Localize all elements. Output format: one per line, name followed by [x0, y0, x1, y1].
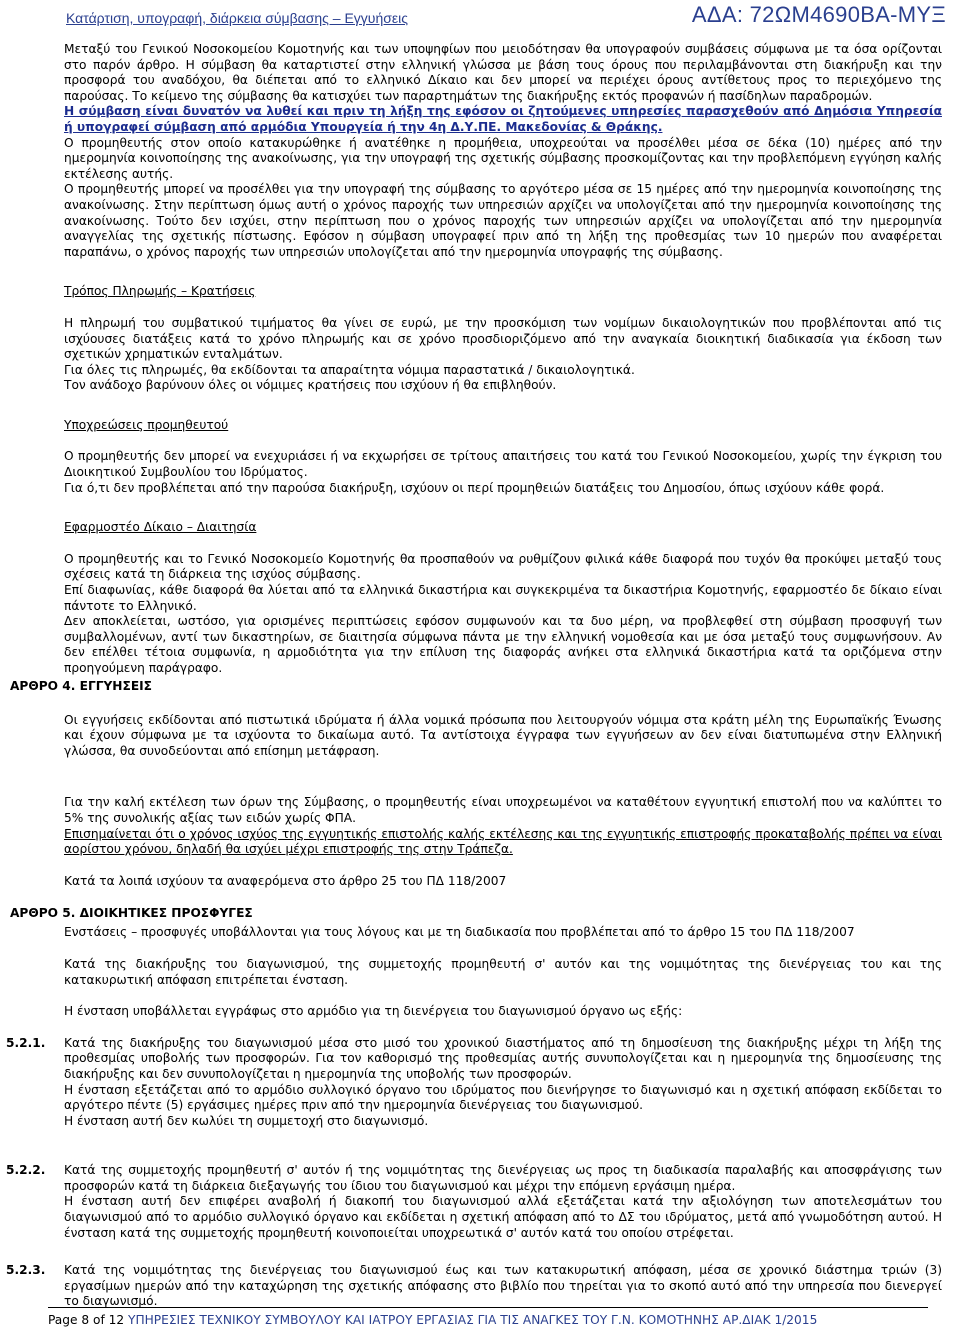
paragraph: Κατά τα λοιπά ισχύουν τα αναφερόμενα στο άρθρο 25 του ΠΔ 118/2007 [64, 873, 507, 888]
paragraph: Επισημαίνεται ότι ο χρόνος ισχύος της εγγυητικής επιστολής καλής εκτέλεσης και της εγγυητικής επιστροφής προκαταβολής πρέπει να είναι αορίστου χρόνου, δηλαδή θα ισχύει μέχρι επιστροφής της στην Τράπεζα. [64, 826, 942, 857]
paragraph: Κατά της συμμετοχής προμηθευτή σ' αυτόν ή της νομιμότητας της διενέργειας ως προς τη διαδικασία παραλαβής και αποσφράγισης των προσφορών κατά τη διάρκεια διεξαγωγής του ίδιου του διαγωνισμού και μέχρι την επόμενη εργάσιμη ημέρα. [64, 1163, 942, 1193]
page-number: Page 8 of 12 [48, 1313, 125, 1327]
paragraph: Οι εγγυήσεις εκδίδονται από πιστωτικά ιδρύματα ή άλλα νομικά πρόσωπα που λειτουργούν νόμιμα στα κράτη μέλη της Ευρωπαϊκής Ένωσης και έχουν σύμφωνα με τα ισχύοντα το δικαίωμα αυτό. Τα αντίστοιχα έγγραφα των εγγυήσεων αν δεν είναι διατυπωμένα στην Ελληνική γλώσσα, θα συνοδεύονται από επίσημη μετάφραση. [64, 712, 942, 758]
paragraph: Ο προμηθευτής και το Γενικό Νοσοκομείο Κομοτηνής θα προσπαθούν να ρυθμίζουν φιλικά κάθε διαφορά που τυχόν θα προκύψει μεταξύ τους σχέσεις κατά τη διάρκεια της ισχύος σύμβασης. [64, 551, 942, 582]
section-heading-obligations: Υποχρεώσεις προμηθευτού [64, 417, 229, 432]
paragraph: Τον ανάδοχο βαρύνουν όλες οι νόμιμες κρατήσεις που ισχύουν ή θα επιβληθούν. [64, 378, 557, 393]
paragraph: Κατά της διακήρυξης του διαγωνισμού μέσα στο μισό του χρονικού διαστήματος από τη δημοσίευση της διακήρυξης μέχρι τη λήξη της προθεσμίας υποβολής των προσφορών. Για τον καθορισμό της προθεσμίας αυτής συνυπολογίζεται και η ημερομηνία της δημοσίευσης της διακήρυξης και δεν συνυπολογίζεται η ημερομηνία της υποβολής των προσφορών. [64, 1035, 942, 1081]
subsection-number: 5.2.1. [6, 1035, 46, 1050]
subsection-5-2-3 [6, 1263, 942, 1310]
paragraph: Ο προμηθευτής δεν μπορεί να ενεχυριάσει ή να εκχωρήσει σε τρίτους απαιτήσεις του κατά του Γενικού Νοσοκομείου, χωρίς την έγκριση του Διοικητικού Συμβουλίου του Ιδρύματος. [64, 449, 942, 480]
paragraph: Ενστάσεις – προσφυγές υποβάλλονται για τους λόγους και με τη διαδικασία που προβλέπεται από το άρθρο 15 του ΠΔ 118/2007 [64, 925, 855, 940]
paragraph-highlight: Η σύμβαση είναι δυνατόν να λυθεί και πριν τη λήξη της εφόσον οι ζητούμενες υπηρεσίες παρασχεθούν από Δημόσια Υπηρεσία ή υπογραφεί σύμβαση από αρμόδια Υπουργεία ή την 4η Δ.Υ.ΠΕ. Μακεδονίας & Θράκης. [64, 104, 942, 134]
paragraph: Κατά της διακήρυξης του διαγωνισμού, της συμμετοχής προμηθευτή σ' αυτόν και της νομιμότητας της διενέργειας του και της κατακυρωτική απόφαση επιτρέπεται ένσταση. [64, 956, 942, 987]
subsection-5-2-1 [6, 1035, 942, 1130]
header-section-title: Κατάρτιση, υπογραφή, διάρκεια σύμβασης – Εγγυήσεις [66, 10, 408, 26]
subsection-number: 5.2.2. [6, 1163, 46, 1178]
footer-divider [48, 1307, 928, 1308]
paragraph: Κατά της νομιμότητας της διενέργειας του διαγωνισμού έως και των κατακυρωτική απόφαση, μέσα σε χρονικό διάστημα τριών (3) εργασίμων ημερών από την καταχώρηση της σχετικής απόφασης στο βιβλίο που τηρείται για το σκοπό αυτό από την υπηρεσία που διενεργεί το διαγωνισμό. [64, 1263, 942, 1309]
paragraph: Για ό,τι δεν προβλέπεται από την παρούσα διακήρυξη, ισχύουν οι περί προμηθειών διατάξεις του Δημοσίου, όπως ισχύουν κάθε φορά. [64, 480, 885, 495]
page-header [0, 0, 960, 34]
article-heading-5: ΑΡΘΡΟ 5. ΔΙΟΙΚΗΤΙΚΕΣ ΠΡΟΣΦΥΓΕΣ [10, 906, 253, 920]
section-heading-payment: Τρόπος Πληρωμής – Κρατήσεις [64, 284, 256, 299]
footer-document-title: ΥΠΗΡΕΣΙΕΣ ΤΕΧΝΙΚΟΥ ΣΥΜΒΟΥΛΟΥ ΚΑΙ ΙΑΤΡΟΥ ΕΡΓΑΣΙΑΣ ΓΙΑ ΤΙΣ ΑΝΑΓΚΕΣ ΤΟΥ Γ.Ν. ΚΟΜΟΤΗΝΗΣ ΑΡ.ΔΙΑΚ 1/2015 [128, 1313, 818, 1327]
paragraph: Ο προμηθευτής μπορεί να προσέλθει για την υπογραφή της σύμβασης το αργότερο μέσα σε 15 ημέρες από την ημερομηνία κοινοποίησης της ανακοίνωσης. Στην περίπτωση όμως αυτή ο χρόνος παροχής των υπηρεσιών αρχίζει να υπολογίζεται από την ημερομηνία κοινοποίησης της ανακοίνωσης. Τούτο δεν ισχύει, στην περίπτωση που ο χρόνος παροχής των υπηρεσιών αρχίζει να υπολογίζεται από την ημερομηνία αναγγελίας της σχετικής πίστωσης. Εφόσον η σύμβαση υπογραφεί πριν από τη λήξη της προθεσμίας των 10 ημερών που αναφέρεται παραπάνω, ο χρόνος παροχής των υπηρεσιών υπολογίζεται από την ημερομηνία υπογραφής της σύμβασης. [64, 182, 942, 259]
paragraph: Η ένσταση αυτή δεν επιφέρει αναβολή ή διακοπή του διαγωνισμού αλλά εξετάζεται κατά την αξιολόγηση των αποτελεσμάτων του διαγωνισμού από το αρμόδιο συλλογικό όργανο και εκδίδεται η σχετική απόφαση από το ΔΣ του ιδρύματος, μετά από γνωμοδότηση αυτού. Η ένσταση κατά της συμμετοχής προμηθευτή κοινοποιείται υποχρεωτικά σ' αυτόν κατά του οποίου στρέφεται. [64, 1194, 942, 1240]
paragraph: Για όλες τις πληρωμές, θα εκδίδονται τα απαραίτητα νόμιμα παραστατικά / δικαιολογητικά. [64, 362, 635, 377]
paragraph: Η ένσταση εξετάζεται από το αρμόδιο συλλογικό όργανο του ιδρύματος που διενήργησε το διαγωνισμό και η σχετική απόφαση εκδίδεται το αργότερο πέντε (5) εργάσιμες ημέρες πριν από την ημερομηνία διενέργειας του διαγωνισμού. [64, 1082, 942, 1113]
paragraph: Η ένσταση αυτή δεν κωλύει τη συμμετοχή στο διαγωνισμό. [64, 1113, 429, 1128]
document-body [6, 42, 942, 1310]
article-heading-4: ΑΡΘΡΟ 4. ΕΓΓΥΗΣΕΙΣ [10, 679, 153, 693]
header-ada-code: ΑΔΑ: 72ΩΜ4690ΒΑ-ΜΥΞ [691, 2, 946, 27]
subsection-5-2-2 [6, 1163, 942, 1241]
paragraph: Δεν αποκλείεται, ωστόσο, για ορισμένες περιπτώσεις εφόσον συμφωνούν και τα δυο μέρη, να προβλεφθεί στη σύμβαση προσφυγή των συμβαλλομένων, αντί των δικαστηρίων, σε διαιτησία σύμφωνα πάντα με την ελληνική νομοθεσία και με όσα μεταξύ τους συμφωνήσουν. Αν δεν επέλθει τέτοια συμφωνία, η αρμοδιότητα για την επίλυση της διαφοράς ανήκει στα ελληνικά δικαστήρια κατά τα οριζόμενα στην προηγούμενη παράγραφο. [64, 614, 942, 675]
paragraph: Μεταξύ του Γενικού Νοσοκομείου Κομοτηνής και των υποψηφίων που μειοδότησαν θα υπογραφούν συμβάσεις σύμφωνα με τα όσα ορίζονται στο παρόν άρθρο. Η σύμβαση θα καταρτιστεί στην ελληνική γλώσσα με βάση τους όρους που περιλαμβάνονται στη διακήρυξη και την προσφορά του αναδόχου, θα διέπεται από το ελληνικό Δίκαιο και δεν μπορεί να περιέχει όρους αντίθετους προς το περιεχόμενο της παρούσας. Το κείμενο της σύμβασης θα κατισχύει των παραρτημάτων της διακήρυξης εκτός προφανών ή πασίδηλων παραδρομών. [64, 42, 942, 103]
paragraph: Η ένσταση υποβάλλεται εγγράφως στο αρμόδιο για τη διενέργεια του διαγωνισμού όργανο ως εξής: [64, 1004, 683, 1019]
paragraph: Για την καλή εκτέλεση των όρων της Σύμβασης, ο προμηθευτής είναι υποχρεωμένοι να καταθέτουν εγγυητική επιστολή που να καλύπτει το 5% της συνολικής αξίας των ειδών χωρίς ΦΠΑ. [64, 795, 942, 825]
paragraph: Η πληρωμή του συμβατικού τιμήματος θα γίνει σε ευρώ, με την προσκόμιση των νομίμων δικαιολογητικών που προβλέπονται από τις ισχύουσες διατάξεις κατά το χρόνο πληρωμής και σε χρόνο προσδιοριζόμενο από την αναγκαία διοικητική διαδικασία για έκδοση των σχετικών χρηματικών ενταλμάτων. [64, 315, 942, 362]
section-heading-law: Εφαρμοστέο Δίκαιο – Διαιτησία [64, 520, 257, 535]
subsection-number: 5.2.3. [6, 1263, 46, 1278]
paragraph: Ο προμηθευτής στον οποίο κατακυρώθηκε ή ανατέθηκε η προμήθεια, υποχρεούται να προσέλθει μέσα σε δέκα (10) ημέρες από την ημερομηνία κοινοποίησης της ανακοίνωσης, για την υπογραφή της σχετικής σύμβασης προσκομίζοντας και την προβλεπόμενη εγγύηση καλής εκτέλεσης αυτής. [64, 135, 942, 181]
page-footer [48, 1313, 948, 1327]
paragraph: Επί διαφωνίας, κάθε διαφορά θα λύεται από τα ελληνικά δικαστήρια και συγκεκριμένα τα δικαστήρια Κομοτηνής, εφαρμοστέο δε δίκαιο είναι πάντοτε το Ελληνικό. [64, 583, 942, 613]
